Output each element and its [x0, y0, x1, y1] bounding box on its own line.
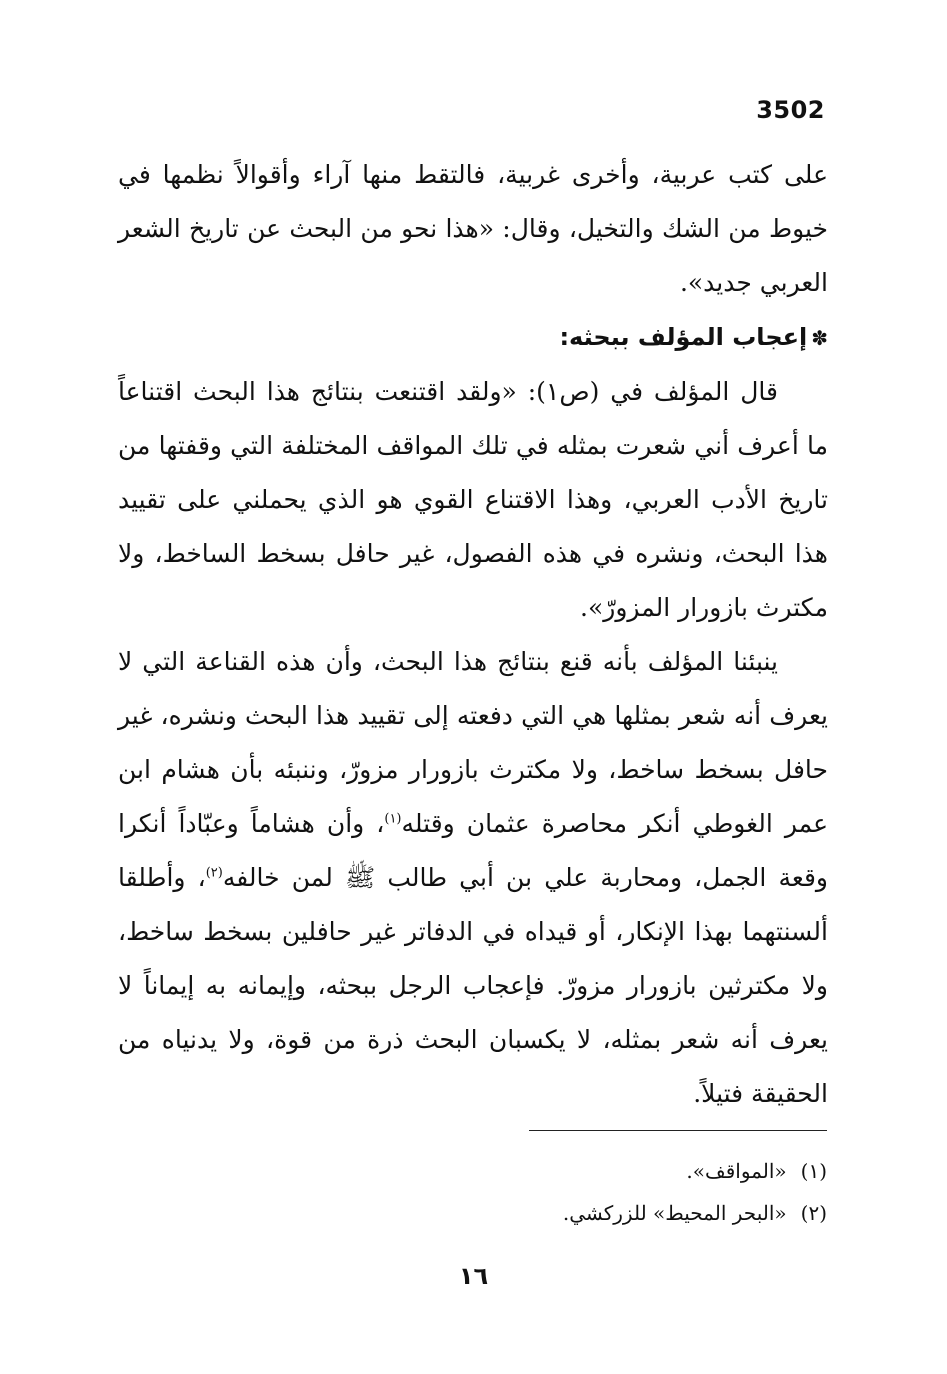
section-heading: [118, 310, 828, 365]
footnote-2-text: «البحر المحيط» للزركشي.: [562, 1201, 787, 1225]
body-text: [118, 148, 828, 1121]
footnote-ref-2: (٢): [205, 865, 223, 881]
footnote-ref-1: (١): [384, 811, 402, 827]
footnote-divider: [529, 1130, 827, 1131]
paragraph-3: [118, 635, 828, 1121]
section-heading-text: إعجاب المؤلف ببحثه:: [559, 323, 808, 351]
paragraph-3-part-b: ، وأن هشاماً وعبّاداً أنكرا وقعة الجمل، ومحاربة علي بن أبي طالب ﷺ لمن خالفه: [118, 809, 828, 892]
footnote-2: [227, 1192, 827, 1234]
paragraph-3-part-a: ينبئنا المؤلف بأنه قنع بنتائج هذا البحث، وأن هذه القناعة التي لا يعرف أنه شعر بمثلها هي التي دفعته إلى تقييد هذا البحث ونشره، غير حافل بسخط ساخط، ولا مكترث بازورار مزورّ، وننبئه بأن هشام ابن عمر الغوطي أنكر محاصرة عثمان وقتله: [118, 647, 828, 838]
footnotes: [227, 1150, 827, 1234]
footnote-1-number: (١): [800, 1159, 827, 1183]
footnote-1: [227, 1150, 827, 1192]
footnote-1-text: «المواقف».: [686, 1159, 787, 1183]
paragraph-1: على كتب عربية، وأخرى غربية، فالتقط منها آراء وأقوالاً نظمها في خيوط من الشك والتخيل، وقال: «هذا نحو من البحث عن تاريخ الشعر العربي جديد».: [118, 160, 828, 297]
footnote-2-number: (٢): [800, 1201, 827, 1225]
paragraph-2: قال المؤلف في (ص١): «ولقد اقتنعت بنتائج هذا البحث اقتناعاً ما أعرف أني شعرت بمثله في تلك المواقف المختلفة التي وقفتها من تاريخ الأدب العربي، وهذا الاقتناع القوي هو الذي يحملني على تقييد هذا البحث، ونشره في هذه الفصول، غير حافل بسخط الساخط، ولا مكترث بازورار المزورّ».: [118, 377, 828, 622]
page-number: ١٦: [458, 1262, 489, 1290]
bullet-icon: ✽: [811, 326, 828, 350]
paragraph-3-part-c: ، وأطلقا ألسنتهما بهذا الإنكار، أو قيداه في الدفاتر غير حافلين بسخط ساخط، ولا مكترثين بازورار مزورّ. فإعجاب الرجل ببحثه، وإيمانه به إيماناً لا يعرف أنه شعر بمثله، لا يكسبان البحث ذرة من قوة، ولا يدنياه من الحقيقة فتيلاً.: [118, 863, 828, 1108]
page-id: 3502: [756, 96, 825, 124]
